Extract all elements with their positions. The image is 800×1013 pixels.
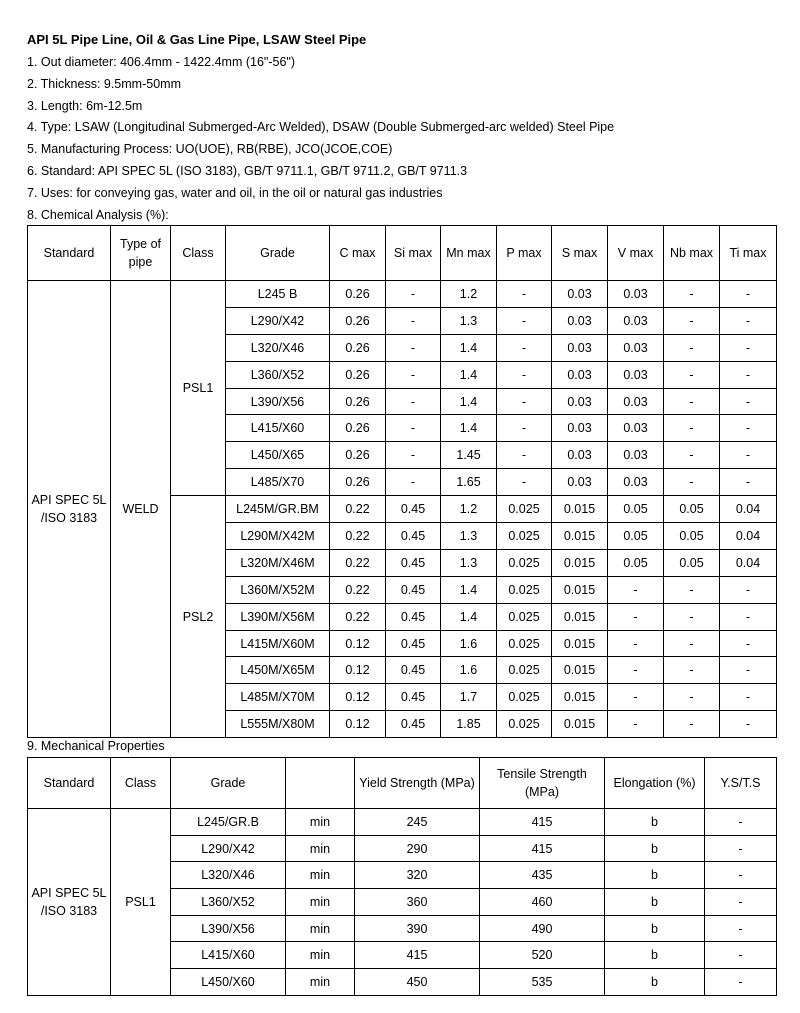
col-header-mn: Mn max (441, 226, 497, 281)
v-cell: 0.03 (608, 281, 664, 308)
col-header-grade: Grade (226, 226, 330, 281)
tensile-strength-cell: 460 (480, 889, 605, 916)
ti-cell: - (720, 711, 777, 738)
mn-cell: 1.3 (441, 307, 497, 334)
spec-item-process: 5. Manufacturing Process: UO(UOE), RB(RBE), JCO(JCOE,COE) (27, 142, 393, 157)
col-header-si: Si max (386, 226, 441, 281)
limit-cell: min (286, 942, 355, 969)
si-cell: 0.45 (386, 711, 441, 738)
grade-cell: L415M/X60M (226, 630, 330, 657)
s-cell: 0.015 (552, 576, 608, 603)
si-cell: - (386, 442, 441, 469)
s-cell: 0.03 (552, 415, 608, 442)
v-cell: 0.03 (608, 388, 664, 415)
s-cell: 0.015 (552, 523, 608, 550)
p-cell: - (497, 469, 552, 496)
v-cell: - (608, 576, 664, 603)
v-cell: 0.05 (608, 523, 664, 550)
v-cell: 0.03 (608, 442, 664, 469)
c-cell: 0.22 (330, 576, 386, 603)
c-cell: 0.26 (330, 388, 386, 415)
col-header-type-of-pipe: Type of pipe (111, 226, 171, 281)
spec-list (27, 52, 614, 226)
col-header-standard: Standard (28, 758, 111, 809)
v-cell: 0.03 (608, 469, 664, 496)
nb-cell: 0.05 (664, 523, 720, 550)
spec-item-type: 4. Type: LSAW (Longitudinal Submerged-Arc Welded), DSAW (Double Submerged-arc welded) Steel Pipe (27, 120, 615, 135)
p-cell: - (497, 442, 552, 469)
table-header-row (28, 758, 777, 809)
mn-cell: 1.6 (441, 657, 497, 684)
col-header-nb: Nb max (664, 226, 720, 281)
c-cell: 0.12 (330, 684, 386, 711)
si-cell: 0.45 (386, 603, 441, 630)
si-cell: 0.45 (386, 549, 441, 576)
limit-cell: min (286, 969, 355, 996)
limit-cell: min (286, 862, 355, 889)
p-cell: 0.025 (497, 496, 552, 523)
p-cell: 0.025 (497, 523, 552, 550)
mechanical-properties-table (27, 757, 777, 996)
table-row (28, 809, 777, 836)
si-cell: - (386, 281, 441, 308)
grade-cell: L320/X46 (171, 862, 286, 889)
s-cell: 0.015 (552, 630, 608, 657)
grade-cell: L390M/X56M (226, 603, 330, 630)
si-cell: - (386, 361, 441, 388)
v-cell: 0.03 (608, 334, 664, 361)
c-cell: 0.26 (330, 442, 386, 469)
col-header-class: Class (111, 758, 171, 809)
nb-cell: - (664, 711, 720, 738)
tensile-strength-cell: 415 (480, 809, 605, 836)
v-cell: - (608, 684, 664, 711)
p-cell: - (497, 281, 552, 308)
elongation-cell: b (605, 915, 705, 942)
nb-cell: - (664, 684, 720, 711)
c-cell: 0.22 (330, 549, 386, 576)
grade-cell: L245/GR.B (171, 809, 286, 836)
mn-cell: 1.4 (441, 334, 497, 361)
s-cell: 0.03 (552, 388, 608, 415)
si-cell: - (386, 469, 441, 496)
ys-ts-cell: - (705, 862, 777, 889)
spec-item-outer-diameter: 1. Out diameter: 406.4mm - 1422.4mm (16"-56") (27, 55, 296, 69)
v-cell: 0.03 (608, 415, 664, 442)
ys-ts-cell: - (705, 835, 777, 862)
v-cell: - (608, 711, 664, 738)
limit-cell: min (286, 915, 355, 942)
grade-cell: L485M/X70M (226, 684, 330, 711)
si-cell: - (386, 415, 441, 442)
v-cell: 0.03 (608, 361, 664, 388)
grade-cell: L245 B (226, 281, 330, 308)
mn-cell: 1.2 (441, 496, 497, 523)
col-header-grade: Grade (171, 758, 286, 809)
chem-heading: 8. Chemical Analysis (%): (27, 207, 169, 222)
p-cell: 0.025 (497, 630, 552, 657)
c-cell: 0.12 (330, 711, 386, 738)
v-cell: - (608, 630, 664, 657)
col-header-p: P max (497, 226, 552, 281)
si-cell: 0.45 (386, 657, 441, 684)
page-title: API 5L Pipe Line, Oil & Gas Line Pipe, LSAW Steel Pipe (27, 32, 367, 47)
ys-ts-cell: - (705, 969, 777, 996)
grade-cell: L485/X70 (226, 469, 330, 496)
c-cell: 0.26 (330, 415, 386, 442)
nb-cell: - (664, 576, 720, 603)
yield-strength-cell: 450 (355, 969, 480, 996)
elongation-cell: b (605, 942, 705, 969)
elongation-cell: b (605, 969, 705, 996)
mn-cell: 1.45 (441, 442, 497, 469)
mn-cell: 1.85 (441, 711, 497, 738)
p-cell: 0.025 (497, 576, 552, 603)
p-cell: 0.025 (497, 684, 552, 711)
grade-cell: L415/X60 (171, 942, 286, 969)
ti-cell: - (720, 334, 777, 361)
col-header-c: C max (330, 226, 386, 281)
p-cell: - (497, 307, 552, 334)
class-cell: PSL1 (171, 281, 226, 496)
col-header-limit (286, 758, 355, 809)
col-header-ti: Ti max (720, 226, 777, 281)
si-cell: - (386, 388, 441, 415)
s-cell: 0.03 (552, 307, 608, 334)
c-cell: 0.22 (330, 496, 386, 523)
s-cell: 0.015 (552, 549, 608, 576)
nb-cell: 0.05 (664, 496, 720, 523)
c-cell: 0.22 (330, 523, 386, 550)
col-header-elongation: Elongation (%) (605, 758, 705, 809)
mn-cell: 1.4 (441, 603, 497, 630)
col-header-tensile-strength: Tensile Strength (MPa) (480, 758, 605, 809)
nb-cell: - (664, 415, 720, 442)
nb-cell: - (664, 361, 720, 388)
c-cell: 0.12 (330, 657, 386, 684)
spec-item-length: 3. Length: 6m-12.5m (27, 98, 143, 113)
tensile-strength-cell: 490 (480, 915, 605, 942)
mn-cell: 1.3 (441, 523, 497, 550)
ys-ts-cell: - (705, 915, 777, 942)
table-row (28, 281, 777, 308)
nb-cell: - (664, 307, 720, 334)
ti-cell: - (720, 630, 777, 657)
yield-strength-cell: 360 (355, 889, 480, 916)
s-cell: 0.03 (552, 469, 608, 496)
p-cell: - (497, 415, 552, 442)
mn-cell: 1.65 (441, 469, 497, 496)
v-cell: - (608, 603, 664, 630)
mn-cell: 1.4 (441, 361, 497, 388)
s-cell: 0.015 (552, 603, 608, 630)
nb-cell: - (664, 657, 720, 684)
type-of-pipe-cell: WELD (111, 281, 171, 738)
table-header-row (28, 226, 777, 281)
ti-cell: - (720, 415, 777, 442)
ti-cell: - (720, 576, 777, 603)
ti-cell: - (720, 603, 777, 630)
chemical-analysis-table (27, 225, 777, 738)
si-cell: 0.45 (386, 496, 441, 523)
col-header-class: Class (171, 226, 226, 281)
class-cell: PSL1 (111, 809, 171, 996)
s-cell: 0.015 (552, 711, 608, 738)
nb-cell: 0.05 (664, 549, 720, 576)
nb-cell: - (664, 281, 720, 308)
p-cell: 0.025 (497, 657, 552, 684)
p-cell: - (497, 334, 552, 361)
tensile-strength-cell: 435 (480, 862, 605, 889)
nb-cell: - (664, 388, 720, 415)
grade-cell: L360/X52 (226, 361, 330, 388)
c-cell: 0.26 (330, 307, 386, 334)
s-cell: 0.015 (552, 496, 608, 523)
yield-strength-cell: 390 (355, 915, 480, 942)
c-cell: 0.26 (330, 469, 386, 496)
v-cell: - (608, 657, 664, 684)
elongation-cell: b (605, 835, 705, 862)
s-cell: 0.015 (552, 657, 608, 684)
c-cell: 0.22 (330, 603, 386, 630)
limit-cell: min (286, 835, 355, 862)
v-cell: 0.03 (608, 307, 664, 334)
ti-cell: - (720, 361, 777, 388)
col-header-ys-ts: Y.S/T.S (705, 758, 777, 809)
col-header-standard: Standard (28, 226, 111, 281)
c-cell: 0.26 (330, 281, 386, 308)
elongation-cell: b (605, 862, 705, 889)
ti-cell: - (720, 307, 777, 334)
yield-strength-cell: 415 (355, 942, 480, 969)
class-cell: PSL2 (171, 496, 226, 738)
tensile-strength-cell: 520 (480, 942, 605, 969)
mechanical-heading: 9. Mechanical Properties (27, 739, 165, 753)
grade-cell: L245M/GR.BM (226, 496, 330, 523)
p-cell: 0.025 (497, 711, 552, 738)
grade-cell: L290M/X42M (226, 523, 330, 550)
limit-cell: min (286, 889, 355, 916)
nb-cell: - (664, 603, 720, 630)
s-cell: 0.03 (552, 442, 608, 469)
p-cell: - (497, 388, 552, 415)
yield-strength-cell: 290 (355, 835, 480, 862)
c-cell: 0.12 (330, 630, 386, 657)
ys-ts-cell: - (705, 942, 777, 969)
ti-cell: - (720, 657, 777, 684)
s-cell: 0.03 (552, 281, 608, 308)
si-cell: 0.45 (386, 576, 441, 603)
c-cell: 0.26 (330, 361, 386, 388)
grade-cell: L390/X56 (226, 388, 330, 415)
limit-cell: min (286, 809, 355, 836)
tensile-strength-cell: 535 (480, 969, 605, 996)
spec-item-thickness: 2. Thickness: 9.5mm-50mm (27, 76, 181, 91)
ti-cell: - (720, 469, 777, 496)
s-cell: 0.03 (552, 361, 608, 388)
grade-cell: L390/X56 (171, 915, 286, 942)
elongation-cell: b (605, 809, 705, 836)
c-cell: 0.26 (330, 334, 386, 361)
nb-cell: - (664, 334, 720, 361)
nb-cell: - (664, 442, 720, 469)
si-cell: 0.45 (386, 523, 441, 550)
ti-cell: - (720, 442, 777, 469)
mn-cell: 1.4 (441, 576, 497, 603)
ti-cell: 0.04 (720, 549, 777, 576)
mn-cell: 1.4 (441, 415, 497, 442)
col-header-v: V max (608, 226, 664, 281)
ti-cell: - (720, 281, 777, 308)
p-cell: 0.025 (497, 603, 552, 630)
col-header-yield-strength: Yield Strength (MPa) (355, 758, 480, 809)
grade-cell: L320/X46 (226, 334, 330, 361)
grade-cell: L360/X52 (171, 889, 286, 916)
spec-item-standard: 6. Standard: API SPEC 5L (ISO 3183), GB/T 9711.1, GB/T 9711.2, GB/T 9711.3 (27, 163, 468, 178)
grade-cell: L290/X42 (226, 307, 330, 334)
yield-strength-cell: 245 (355, 809, 480, 836)
si-cell: 0.45 (386, 684, 441, 711)
grade-cell: L555M/X80M (226, 711, 330, 738)
v-cell: 0.05 (608, 549, 664, 576)
si-cell: - (386, 334, 441, 361)
s-cell: 0.015 (552, 684, 608, 711)
si-cell: - (386, 307, 441, 334)
ti-cell: - (720, 684, 777, 711)
mn-cell: 1.6 (441, 630, 497, 657)
grade-cell: L290/X42 (171, 835, 286, 862)
nb-cell: - (664, 469, 720, 496)
p-cell: 0.025 (497, 549, 552, 576)
ys-ts-cell: - (705, 889, 777, 916)
grade-cell: L415/X60 (226, 415, 330, 442)
elongation-cell: b (605, 889, 705, 916)
grade-cell: L360M/X52M (226, 576, 330, 603)
spec-item-uses: 7. Uses: for conveying gas, water and oil, in the oil or natural gas industries (27, 185, 443, 200)
si-cell: 0.45 (386, 630, 441, 657)
mn-cell: 1.7 (441, 684, 497, 711)
tensile-strength-cell: 415 (480, 835, 605, 862)
mn-cell: 1.4 (441, 388, 497, 415)
p-cell: - (497, 361, 552, 388)
ys-ts-cell: - (705, 809, 777, 836)
col-header-s: S max (552, 226, 608, 281)
ti-cell: - (720, 388, 777, 415)
v-cell: 0.05 (608, 496, 664, 523)
grade-cell: L450/X60 (171, 969, 286, 996)
ti-cell: 0.04 (720, 496, 777, 523)
mn-cell: 1.2 (441, 281, 497, 308)
nb-cell: - (664, 630, 720, 657)
grade-cell: L450/X65 (226, 442, 330, 469)
grade-cell: L450M/X65M (226, 657, 330, 684)
standard-cell: API SPEC 5L /ISO 3183 (28, 281, 111, 738)
s-cell: 0.03 (552, 334, 608, 361)
grade-cell: L320M/X46M (226, 549, 330, 576)
standard-cell: API SPEC 5L /ISO 3183 (28, 809, 111, 996)
yield-strength-cell: 320 (355, 862, 480, 889)
mn-cell: 1.3 (441, 549, 497, 576)
ti-cell: 0.04 (720, 523, 777, 550)
